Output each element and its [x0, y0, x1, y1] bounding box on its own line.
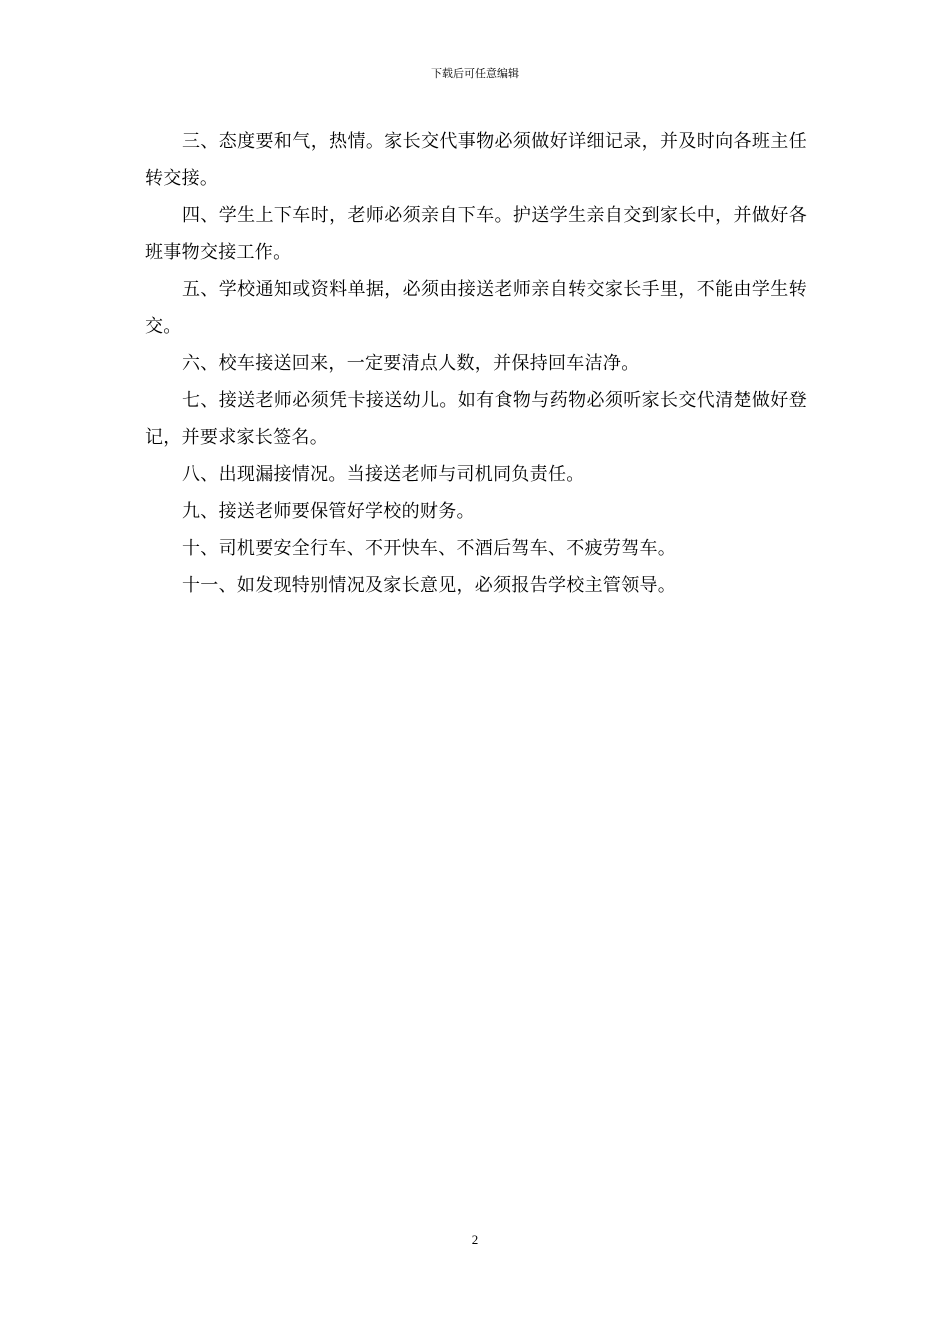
paragraph-rule-9: 九、接送老师要保管好学校的财务。 — [182, 501, 475, 522]
paragraph-rule-6: 六、校车接送回来，一定要清点人数，并保持回车洁净。 — [182, 353, 640, 374]
paragraph-rule-3: 三、态度要和气，热情。家长交代事物必须做好详细记录，并及时向各班主任转交接。 — [145, 131, 807, 189]
paragraph-rule-7: 七、接送老师必须凭卡接送幼儿。如有食物与药物必须听家长交代清楚做好登记，并要求家长签名。 — [145, 390, 807, 448]
paragraph-rule-8: 八、出现漏接情况。当接送老师与司机同负责任。 — [182, 464, 585, 485]
page-number: 2 — [471, 1232, 479, 1247]
paragraph-rule-11: 十一、如发现特别情况及家长意见，必须报告学校主管领导。 — [182, 575, 677, 596]
paragraph-rule-10: 十、司机要安全行车、不开快车、不酒后驾车、不疲劳驾车。 — [182, 538, 677, 559]
paragraph-rule-5: 五、学校通知或资料单据，必须由接送老师亲自转交家长手里，不能由学生转交。 — [145, 279, 807, 337]
paragraph-rule-4: 四、学生上下车时，老师必须亲自下车。护送学生亲自交到家长中，并做好各班事物交接工作。 — [145, 205, 807, 263]
document-body — [145, 123, 807, 604]
page-header: 下载后可任意编辑 — [431, 67, 519, 80]
